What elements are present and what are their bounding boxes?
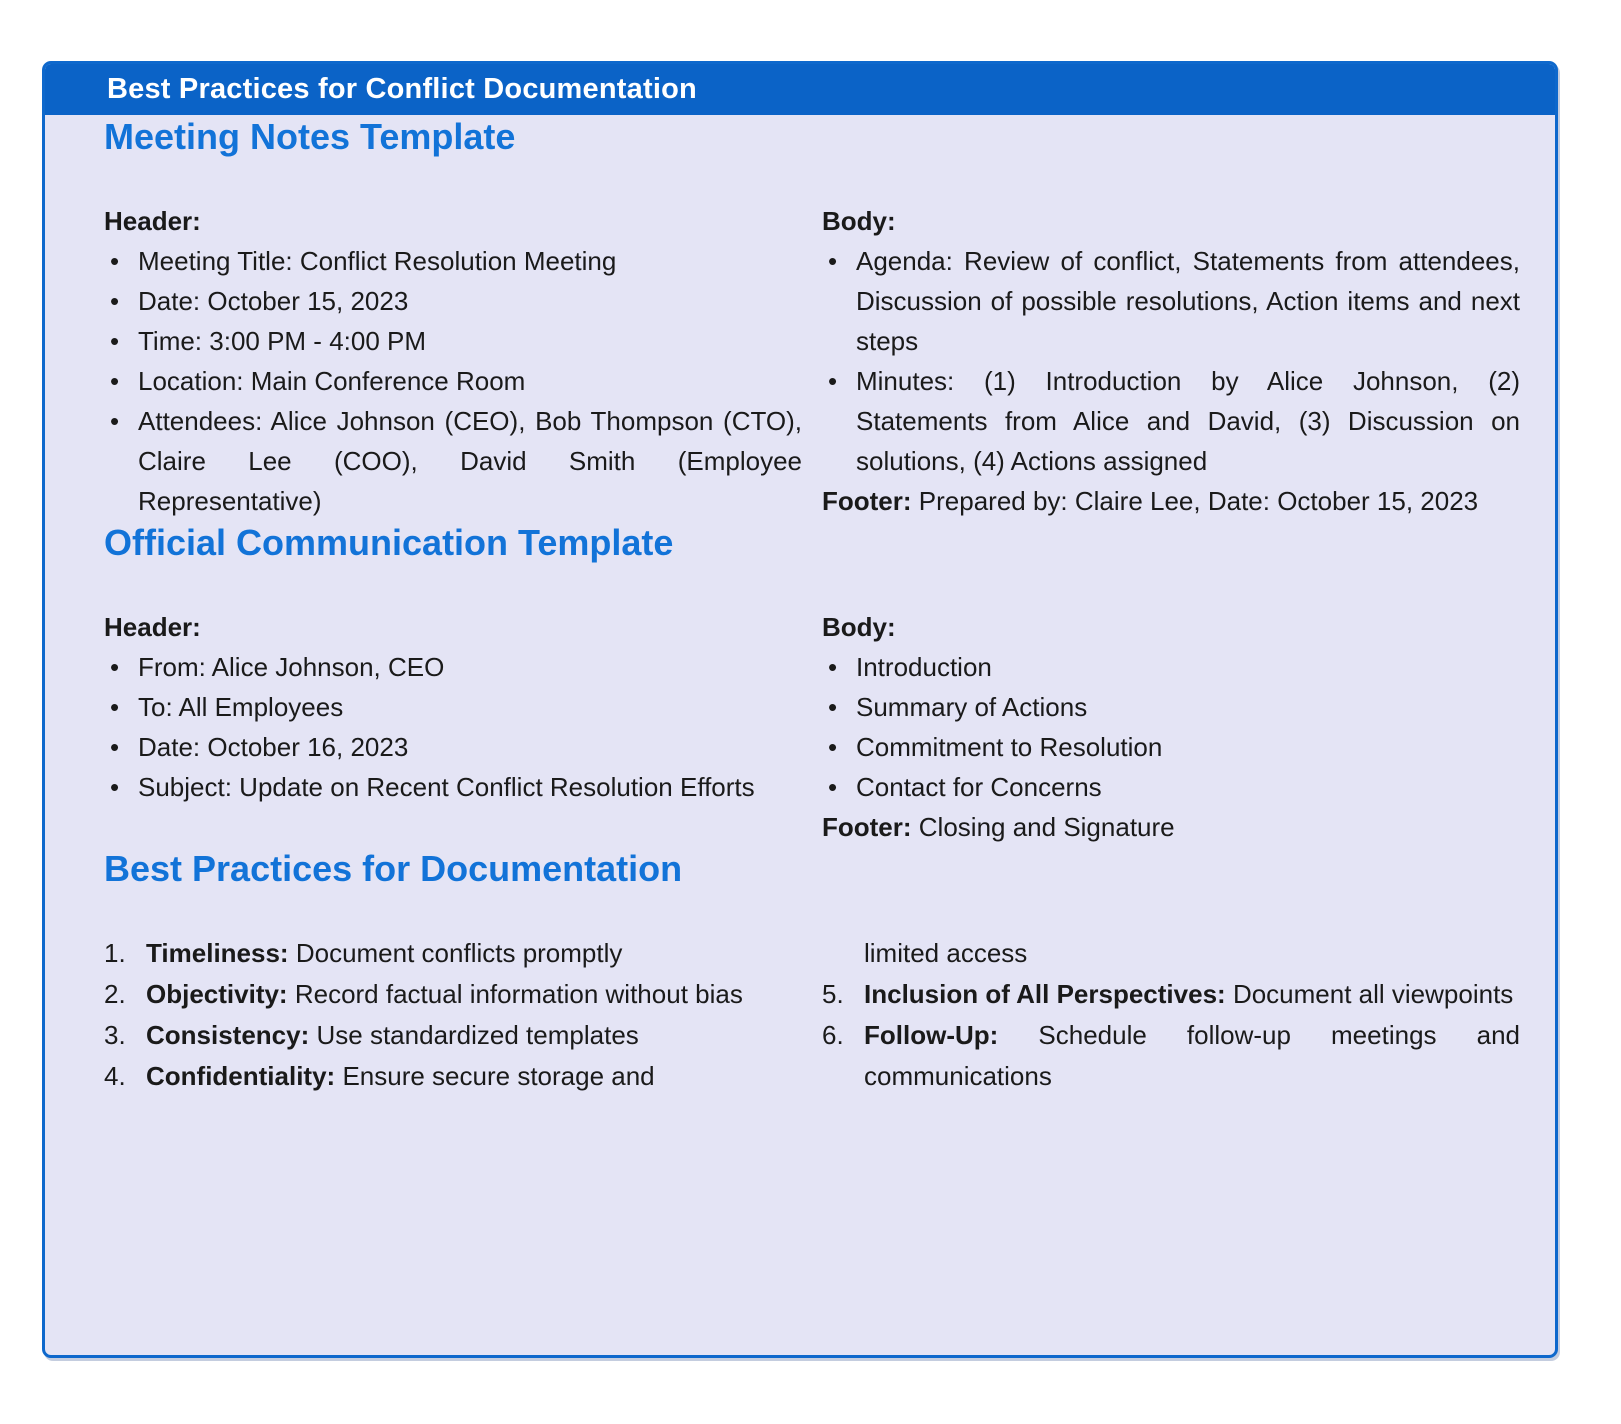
meeting-header-item: • Meeting Title: Conflict Resolution Meeting <box>104 241 802 281</box>
item-desc: Record factual information without bias <box>294 979 743 1009</box>
best-practices-list-left <box>104 933 802 1097</box>
official-body-label: Body: <box>822 612 896 642</box>
official-body-item: • Commitment to Resolution <box>822 727 1520 767</box>
official-body-item: • Contact for Concerns <box>822 767 1520 807</box>
meeting-body-item: • Agenda: Review of conflict, Statements from attendees, Discussion of possible resolutions, Action items and next steps <box>822 241 1520 361</box>
card-content <box>45 115 1555 1097</box>
section-heading-meeting-notes: Meeting Notes Template <box>104 116 516 157</box>
best-practice-item <box>104 933 802 974</box>
meeting-header-item: • Location: Main Conference Room <box>104 361 802 401</box>
meeting-notes-body-column <box>822 201 1520 521</box>
card-title-bar <box>45 64 1555 115</box>
official-header-column <box>104 607 802 847</box>
item-term: Consistency: <box>146 1020 310 1050</box>
meeting-body-item: • Minutes: (1) Introduction by Alice Johnson, (2) Statements from Alice and David, (3) Discussion on solutions, (4) Actions assigned <box>822 361 1520 481</box>
meeting-notes-columns <box>104 201 1523 521</box>
item-number: 1. <box>104 938 126 968</box>
best-practices-columns <box>104 933 1523 1097</box>
best-practice-item <box>822 974 1520 1015</box>
official-body-item: • Introduction <box>822 647 1520 687</box>
best-practices-left-column <box>104 933 802 1097</box>
official-body-list <box>822 647 1520 807</box>
official-communication-columns <box>104 607 1523 847</box>
official-header-label: Header: <box>104 612 201 642</box>
item-desc: Ensure secure storage and <box>342 1061 655 1091</box>
official-body-column <box>822 607 1520 847</box>
meeting-header-list <box>104 241 802 521</box>
best-practices-list-right <box>822 974 1520 1097</box>
best-practice-item <box>104 974 802 1015</box>
item-term: Follow-Up: <box>864 1020 999 1050</box>
item-desc: Document conflicts promptly <box>295 938 623 968</box>
meeting-header-label: Header: <box>104 206 201 236</box>
official-header-item: • Date: October 16, 2023 <box>104 727 802 767</box>
meeting-header-item: • Time: 3:00 PM - 4:00 PM <box>104 321 802 361</box>
info-card <box>42 61 1558 1358</box>
official-body-item: • Summary of Actions <box>822 687 1520 727</box>
official-footer <box>822 807 1520 847</box>
item-desc: Document all viewpoints <box>1232 979 1514 1009</box>
item-number: 5. <box>822 979 844 1009</box>
official-footer-label: Footer: <box>822 812 912 842</box>
section-heading-official-communication: Official Communication Template <box>104 522 674 563</box>
section-heading-best-practices: Best Practices for Documentation <box>104 848 683 889</box>
official-header-item: • From: Alice Johnson, CEO <box>104 647 802 687</box>
item-term: Timeliness: <box>146 938 289 968</box>
item-term: Inclusion of All Perspectives: <box>864 979 1226 1009</box>
meeting-body-list <box>822 241 1520 481</box>
meeting-body-label: Body: <box>822 206 896 236</box>
item-desc: Use standardized templates <box>316 1020 639 1050</box>
item-number: 2. <box>104 979 126 1009</box>
item-term: Objectivity: <box>146 979 288 1009</box>
official-header-item: • To: All Employees <box>104 687 802 727</box>
best-practice-item <box>822 1015 1520 1097</box>
meeting-header-item: • Attendees: Alice Johnson (CEO), Bob Thompson (CTO), Claire Lee (COO), David Smith (Employee Representative) <box>104 401 802 521</box>
meeting-footer <box>822 481 1520 521</box>
item-number: 6. <box>822 1020 844 1050</box>
best-practice-item <box>104 1056 802 1097</box>
item-number: 3. <box>104 1020 126 1050</box>
item-number: 4. <box>104 1061 126 1091</box>
meeting-footer-label: Footer: <box>822 486 912 516</box>
item-term: Confidentiality: <box>146 1061 336 1091</box>
official-header-item: • Subject: Update on Recent Conflict Resolution Efforts <box>104 767 802 807</box>
best-practice-item-continuation: limited access <box>864 938 1028 968</box>
meeting-footer-text: Prepared by: Claire Lee, Date: October 15, 2023 <box>918 486 1479 516</box>
official-header-list <box>104 647 802 807</box>
best-practice-item <box>104 1015 802 1056</box>
card-title: Best Practices for Conflict Documentation <box>107 73 697 105</box>
official-footer-text: Closing and Signature <box>918 812 1175 842</box>
item-desc: Schedule follow-up meetings and communications <box>864 1020 1520 1091</box>
best-practices-right-column <box>822 933 1520 1097</box>
meeting-notes-header-column <box>104 201 802 521</box>
meeting-header-item: • Date: October 15, 2023 <box>104 281 802 321</box>
